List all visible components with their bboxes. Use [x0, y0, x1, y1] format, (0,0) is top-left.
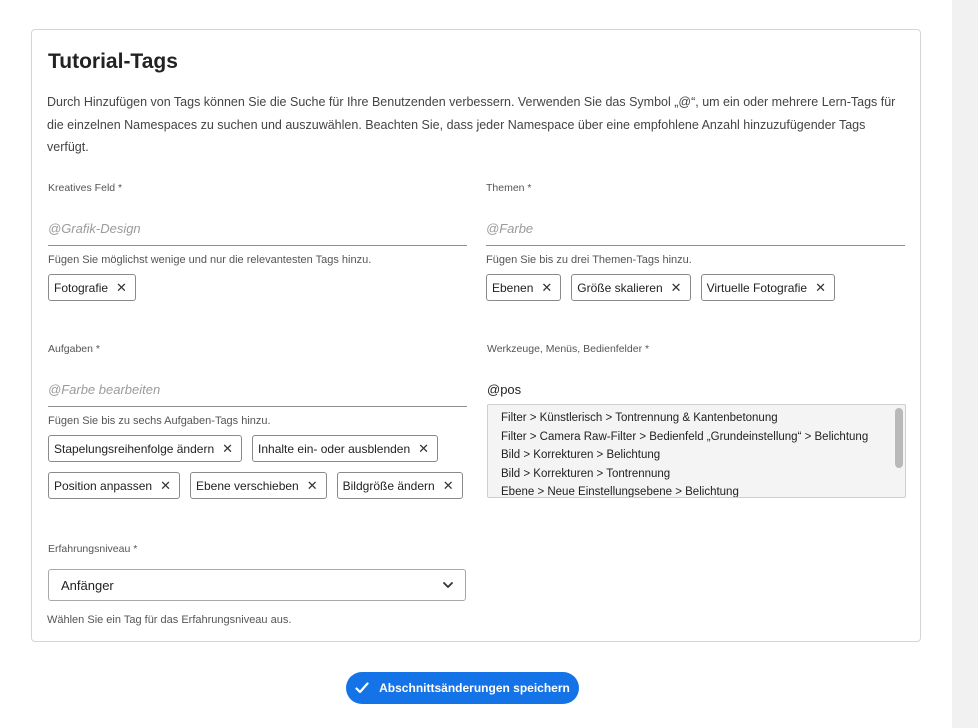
tasks-field-group: [48, 343, 467, 499]
creative-field-input[interactable]: [48, 212, 467, 244]
tag-chip: [48, 274, 136, 301]
topics-field-help: Fügen Sie bis zu drei Themen-Tags hinzu.: [486, 254, 692, 266]
tag-label: Fotografie: [54, 280, 109, 295]
suggestion-item[interactable]: Filter > Camera Raw-Filter > Bedienfeld „Grundeinstellung“ > Belichtung: [501, 430, 869, 443]
level-field-group: [48, 543, 467, 557]
tag-label: Bildgröße ändern: [342, 478, 435, 493]
level-field-label: Erfahrungsniveau *: [48, 543, 138, 555]
remove-tag-icon[interactable]: ✕: [306, 477, 318, 493]
tools-field-label: Werkzeuge, Menüs, Bedienfelder *: [487, 343, 650, 355]
tasks-field-input-wrap: [48, 373, 467, 407]
remove-tag-icon[interactable]: ✕: [160, 477, 171, 493]
creative-field-tags: [48, 274, 467, 301]
topics-field-group: [486, 182, 905, 301]
remove-tag-icon[interactable]: ✕: [815, 279, 826, 295]
tools-field-input-wrap: [487, 373, 906, 407]
suggestion-item[interactable]: Bild > Korrekturen > Tontrennung: [501, 467, 671, 480]
suggestion-item[interactable]: Bild > Korrekturen > Belichtung: [501, 449, 661, 461]
tasks-field-help: Fügen Sie bis zu sechs Aufgaben-Tags hinzu.: [48, 415, 271, 427]
section-description: Durch Hinzufügen von Tags können Sie die Suche für Ihre Benutzenden verbessern. Verwenden Sie das Symbol „@“, um ein oder mehrere Lern-Tags für die einzelnen Namespaces zu suchen und auszuwählen. Beachten Sie, dass jeder Namespace über eine empfohlene Anzahl hinzuzufügender Tags verfügt.: [47, 95, 896, 154]
tools-field-input[interactable]: [487, 373, 906, 405]
level-select[interactable]: [48, 569, 466, 601]
remove-tag-icon[interactable]: ✕: [541, 279, 553, 295]
tag-label: Inhalte ein- oder ausblenden: [258, 441, 411, 456]
tag-chip: [337, 472, 463, 499]
topics-field-label: Themen *: [486, 182, 532, 194]
creative-field-input-wrap: [48, 212, 467, 246]
remove-tag-icon[interactable]: ✕: [418, 440, 430, 456]
remove-tag-icon[interactable]: ✕: [222, 440, 234, 456]
page-scrollbar[interactable]: [952, 0, 978, 728]
tag-chip: [48, 435, 242, 462]
tag-label: Größe skalieren: [577, 280, 663, 295]
tag-label: Stapelungsreihenfolge ändern: [54, 441, 215, 456]
suggestion-item[interactable]: Filter > Künstlerisch > Tontrennung & Kantenbetonung: [501, 412, 778, 424]
remove-tag-icon[interactable]: ✕: [670, 279, 682, 295]
save-section-label: Abschnittsänderungen speichern: [379, 681, 570, 695]
tasks-field-input[interactable]: [48, 373, 467, 405]
remove-tag-icon[interactable]: ✕: [116, 279, 127, 295]
save-section-button[interactable]: [346, 672, 579, 704]
level-select-value: Anfänger: [61, 577, 114, 593]
section-title: Tutorial-Tags: [48, 50, 178, 73]
tag-chip: [486, 274, 561, 301]
topics-field-tags: [486, 274, 905, 301]
tutorial-tags-card: [31, 29, 921, 642]
tools-field-group: [487, 343, 906, 407]
creative-field-label: Kreatives Feld *: [48, 182, 123, 194]
checkmark-icon: [355, 682, 369, 694]
tag-chip: [252, 435, 438, 462]
suggestion-item[interactable]: Ebene > Neue Einstellungsebene > Belichtung: [501, 486, 739, 498]
suggestion-scrollbar[interactable]: [895, 408, 903, 468]
tag-chip: [190, 472, 327, 499]
tasks-field-tags: [48, 435, 467, 499]
tasks-field-label: Aufgaben *: [48, 343, 100, 355]
tag-chip: [571, 274, 690, 301]
creative-field-help: Fügen Sie möglichst wenige und nur die relevantesten Tags hinzu.: [48, 254, 372, 266]
tag-label: Position anpassen: [54, 478, 153, 493]
remove-tag-icon[interactable]: ✕: [442, 477, 454, 493]
tag-chip: [701, 274, 835, 301]
chevron-down-icon: [441, 578, 455, 592]
tag-label: Ebene verschieben: [195, 478, 299, 493]
creative-field-group: [48, 182, 467, 301]
level-field-help: Wählen Sie ein Tag für das Erfahrungsniveau aus.: [47, 614, 292, 626]
tag-label: Ebenen: [492, 280, 534, 295]
tag-label: Virtuelle Fotografie: [706, 280, 808, 295]
tools-suggestion-list: [487, 404, 906, 498]
topics-field-input-wrap: [486, 212, 905, 246]
topics-field-input[interactable]: [486, 212, 905, 244]
tag-chip: [48, 472, 180, 499]
